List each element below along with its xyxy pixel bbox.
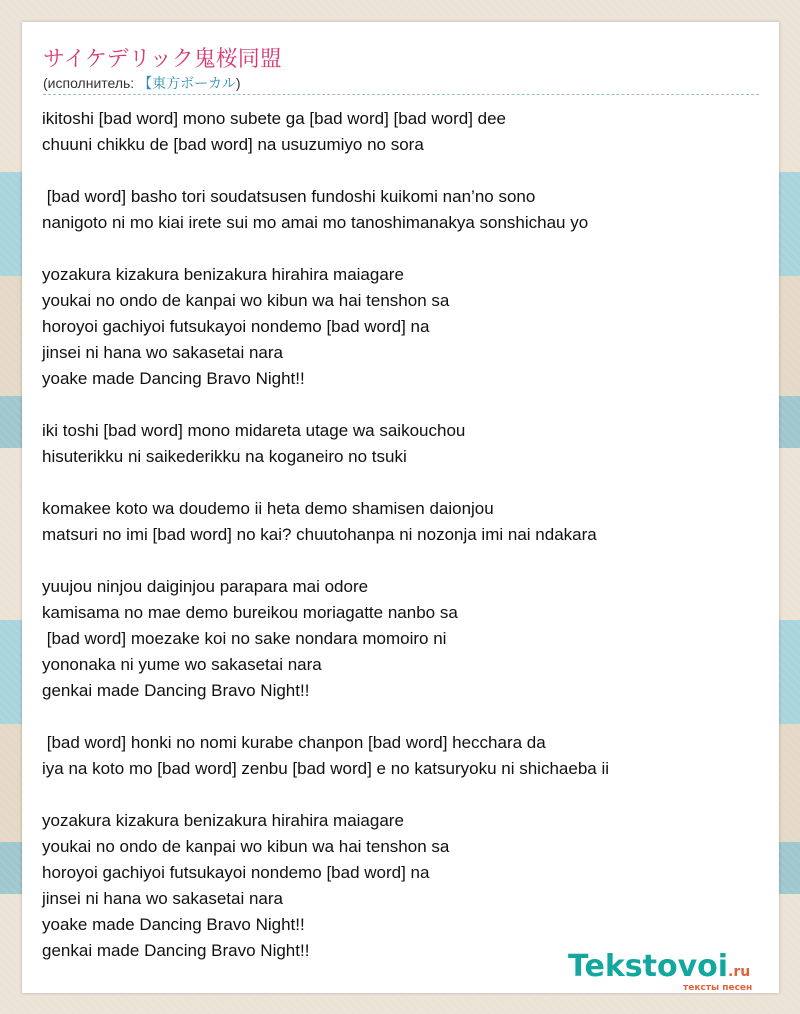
song-title: サイケデリック鬼桜同盟 [43, 46, 282, 71]
lyric-line: [bad word] honki no nomi kurabe chanpon [bad word] hecchara da [42, 733, 546, 752]
artist-line [43, 73, 241, 93]
lyric-line: yuujou ninjou daiginjou parapara mai odore [42, 577, 369, 596]
lyric-line: genkai made Dancing Bravo Night!! [42, 681, 310, 700]
lyric-line: kamisama no mae demo bureikou moriagatte nanbo sa [42, 603, 458, 622]
logo-tld: .ru [728, 964, 751, 980]
logo-tagline: тексты песен [683, 983, 753, 993]
lyric-line: iya na koto mo [bad word] zenbu [bad word] e no katsuryoku ni shichaeba ii [42, 759, 610, 778]
lyric-line: hisuterikku ni saikederikku na koganeiro no tsuki [42, 447, 407, 466]
lyric-line: iki toshi [bad word] mono midareta utage wa saikouchou [42, 421, 466, 440]
artist-suffix: ) [235, 75, 241, 91]
title-divider [43, 94, 759, 95]
site-logo[interactable] [568, 948, 778, 994]
lyric-line: matsuri no imi [bad word] no kai? chuutohanpa ni nozonja imi nai ndakara [42, 525, 597, 544]
lyric-line: horoyoi gachiyoi futsukayoi nondemo [bad word] na [42, 317, 430, 336]
lyric-line: yozakura kizakura benizakura hirahira maiagare [42, 265, 404, 284]
lyric-line: jinsei ni hana wo sakasetai nara [42, 889, 283, 908]
lyric-line: ikitoshi [bad word] mono subete ga [bad word] [bad word] dee [42, 109, 507, 128]
lyric-line: jinsei ni hana wo sakasetai nara [42, 343, 283, 362]
lyric-line: komakee koto wa doudemo ii heta demo shamisen daionjou [42, 499, 494, 518]
artist-prefix: (исполнитель: [43, 75, 139, 91]
lyric-line: genkai made Dancing Bravo Night!! [42, 941, 310, 960]
lyric-line: [bad word] moezake koi no sake nondara momoiro ni [42, 629, 447, 648]
lyric-line: [bad word] basho tori soudatsusen fundoshi kuikomi nan’no sono [42, 187, 536, 206]
lyric-line: yozakura kizakura benizakura hirahira maiagare [42, 811, 404, 830]
lyrics-card [22, 22, 779, 993]
lyrics-text [42, 106, 762, 964]
lyric-line: chuuni chikku de [bad word] na usuzumiyo no sora [42, 135, 424, 154]
artist-link[interactable]: 【東方ボーカル [138, 75, 236, 91]
lyric-line: yononaka ni yume wo sakasetai nara [42, 655, 322, 674]
lyric-line: yoake made Dancing Bravo Night!! [42, 915, 305, 934]
lyric-line: horoyoi gachiyoi futsukayoi nondemo [bad word] na [42, 863, 430, 882]
lyric-line: nanigoto ni mo kiai irete sui mo amai mo tanoshimanakya sonshichau yo [42, 213, 589, 232]
logo-name: Tekstovoi [568, 949, 729, 984]
lyric-line: yoake made Dancing Bravo Night!! [42, 369, 305, 388]
lyric-line: youkai no ondo de kanpai wo kibun wa hai tenshon sa [42, 837, 450, 856]
lyric-line: youkai no ondo de kanpai wo kibun wa hai tenshon sa [42, 291, 450, 310]
